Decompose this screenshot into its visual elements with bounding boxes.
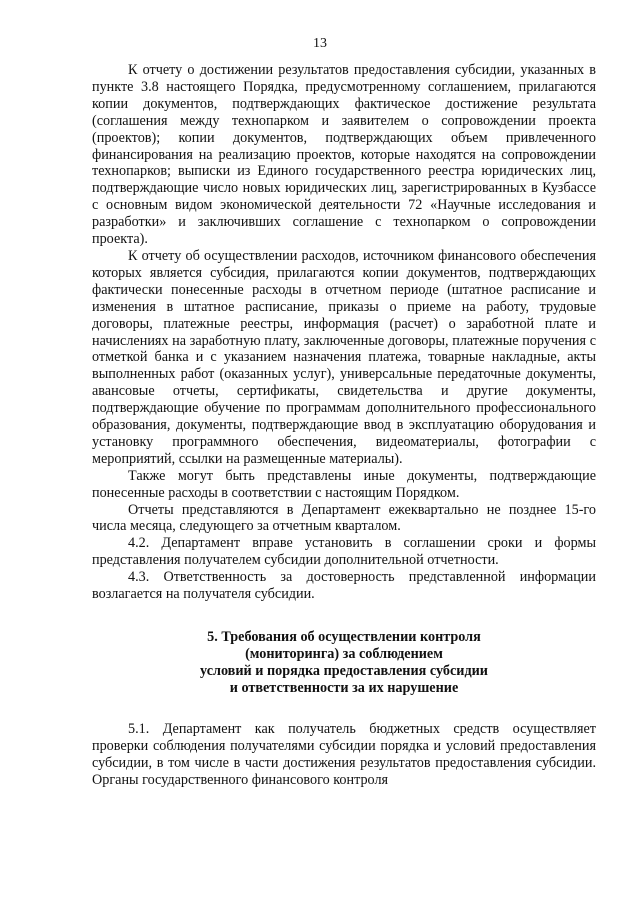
heading-line: условий и порядка предоставления субсидии [200,663,488,679]
paragraph-5-1: 5.1. Департамент как получатель бюджетных средств осуществляет проверки соблюдения получателями субсидии порядка и условий предоставления субсидии, в том числе в части достижения результатов предоставления субсидии. Органы государственного финансового контроля [92,721,596,788]
heading-line: и ответственности за их нарушение [229,680,459,696]
section-5-heading [92,629,596,697]
heading-line: 5. Требования об осуществлении контроля [207,629,481,645]
paragraph-report-deadline: Отчеты представляются в Департамент ежеквартально не позднее 15-го числа месяца, следующего за отчетным кварталом. [92,501,596,535]
paragraph-4-3: 4.3. Ответственность за достоверность представленной информации возлагается на получателя субсидии. [92,569,596,603]
page-number: 13 [313,36,327,51]
paragraph-other-documents: Также могут быть представлены иные документы, подтверждающие понесенные расходы в соответствии с настоящим Порядком. [92,467,596,501]
document-body [92,62,596,789]
paragraph-results-report: К отчету о достижении результатов предоставления субсидии, указанных в пункте 3.8 настоящего Порядка, предусмотренному соглашением, прилагаются копии документов, подтверждающих фактическое достижение результата (соглашения между технопарком и заявителем о сопровождении проекта (проектов); копии документов, подтверждающих объем привлеченного финансирования на реализацию проектов, которые находятся на сопровождении технопарков; выписки из Единого государственного реестра юридических лиц, подтверждающие число новых юридических лиц, зарегистрированных в Кузбассе с основным видом экономической деятельности 72 «Научные исследования и разработки» и заключивших соглашение с технопарком о сопровождении проекта). [92,62,596,248]
heading-line: (мониторинга) за соблюдением [245,646,443,662]
paragraph-expenses-report: К отчету об осуществлении расходов, источником финансового обеспечения которых является субсидия, прилагаются копии документов, подтверждающих фактически понесенные расходы в отчетном периоде (штатное расписание и изменения в штатное расписание, приказы о приеме на работу, трудовые договоры, платежные реестры, информация (расчет) о заработной плате и начислениях на заработную плату, заключенные договоры, платежные поручения с отметкой банка и с указанием назначения платежа, товарные накладные, акты выполненных работ (оказанных услуг), универсальные передаточные документы, авансовые отчеты, сертификаты, свидетельства и другие документы, подтверждающие обучение по программам дополнительного профессионального образования, документы, подтверждающие ввод в эксплуатацию оборудования и установку программного обеспечения, видеоматериалы, фотографии с мероприятий, ссылки на размещенные материалы). [92,247,596,467]
paragraph-4-2: 4.2. Департамент вправе установить в соглашении сроки и формы представления получателем субсидии дополнительной отчетности. [92,535,596,569]
